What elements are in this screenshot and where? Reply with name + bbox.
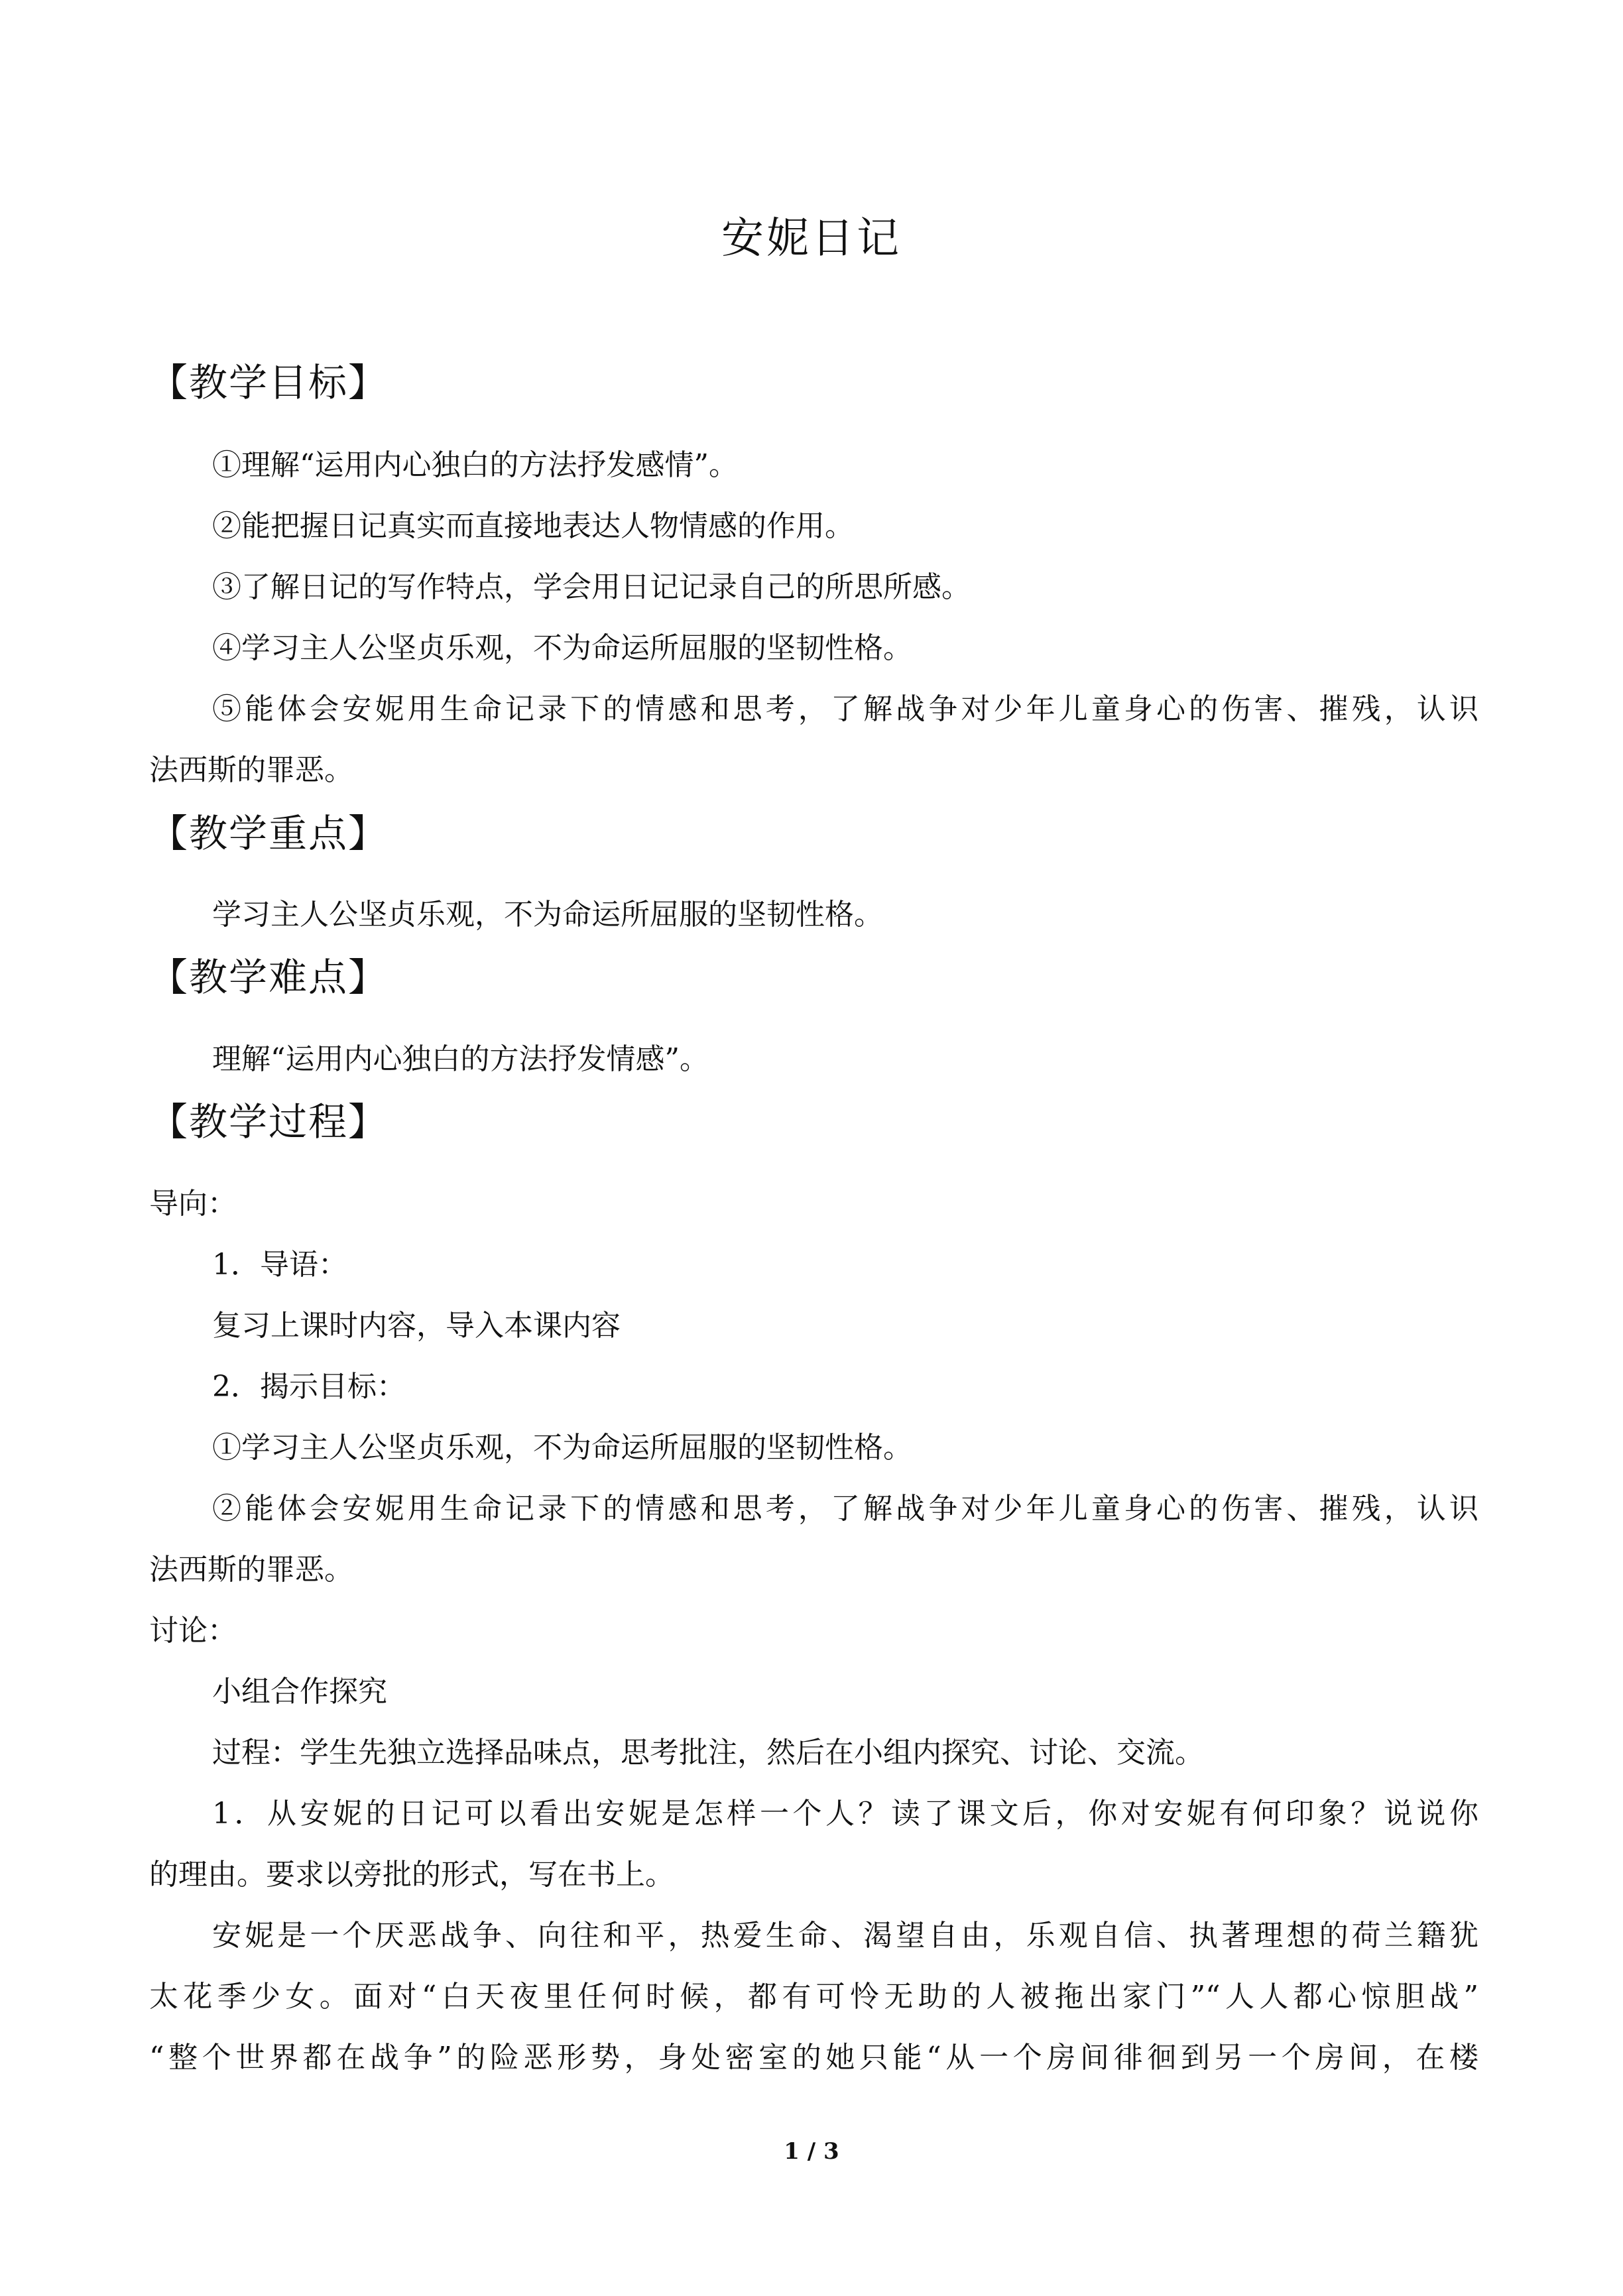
objective-item-5-line-2: 法西斯的罪恶。	[149, 753, 353, 787]
objective-item-1: ①理解“运用内心独白的方法抒发感情”。	[212, 448, 738, 482]
goal-item-2-line-1: ②能体会安妮用生命记录下的情感和思考，了解战争对少年儿童身心的伤害、摧残，认识	[212, 1492, 1478, 1526]
page-number: 1 / 3	[784, 2138, 839, 2165]
document-title: 安妮日记	[721, 214, 902, 263]
group-work-text: 小组合作探究	[212, 1675, 387, 1709]
objective-item-4: ④学习主人公坚贞乐观，不为命运所屈服的坚韧性格。	[212, 631, 912, 665]
question-1-line-1: 1．从安妮的日记可以看出安妮是怎样一个人？读了课文后，你对安妮有何印象？说说你	[212, 1797, 1478, 1831]
objective-item-3: ③了解日记的写作特点，学会用日记记录自己的所思所感。	[212, 570, 971, 604]
step-1-text: 复习上课时内容，导入本课内容	[212, 1309, 621, 1343]
guide-label: 导向：	[149, 1187, 237, 1221]
goal-item-2-line-2: 法西斯的罪恶。	[149, 1553, 353, 1587]
answer-line-3: “整个世界都在战争”的险恶形势，身处密室的她只能“从一个房间徘徊到另一个房间，在楼	[149, 2041, 1478, 2075]
key-point-text: 学习主人公坚贞乐观，不为命运所屈服的坚韧性格。	[212, 898, 883, 932]
section-heading-process: 【教学过程】	[149, 1099, 389, 1144]
section-heading-key-point: 【教学重点】	[149, 811, 389, 856]
section-heading-objectives: 【教学目标】	[149, 360, 389, 405]
question-1-line-2: 的理由。要求以旁批的形式，写在书上。	[149, 1858, 674, 1892]
objective-item-2: ②能把握日记真实而直接地表达人物情感的作用。	[212, 509, 854, 543]
section-heading-difficulty: 【教学难点】	[149, 955, 389, 1000]
goal-item-1: ①学习主人公坚贞乐观，不为命运所屈服的坚韧性格。	[212, 1431, 912, 1465]
discussion-label: 讨论：	[149, 1614, 237, 1648]
answer-line-2: 太花季少女。面对“白天夜里任何时候，都有可怜无助的人被拖出家门”“人人都心惊胆战”	[149, 1980, 1478, 2014]
step-2-label: 2．揭示目标：	[212, 1370, 406, 1404]
answer-line-1: 安妮是一个厌恶战争、向往和平，热爱生命、渴望自由，乐观自信、执著理想的荷兰籍犹	[212, 1919, 1478, 1953]
procedure-text: 过程：学生先独立选择品味点，思考批注，然后在小组内探究、讨论、交流。	[212, 1736, 1204, 1770]
difficulty-text: 理解“运用内心独白的方法抒发情感”。	[212, 1042, 709, 1076]
step-1-label: 1．导语：	[212, 1248, 347, 1282]
objective-item-5-line-1: ⑤能体会安妮用生命记录下的情感和思考，了解战争对少年儿童身心的伤害、摧残，认识	[212, 692, 1478, 726]
